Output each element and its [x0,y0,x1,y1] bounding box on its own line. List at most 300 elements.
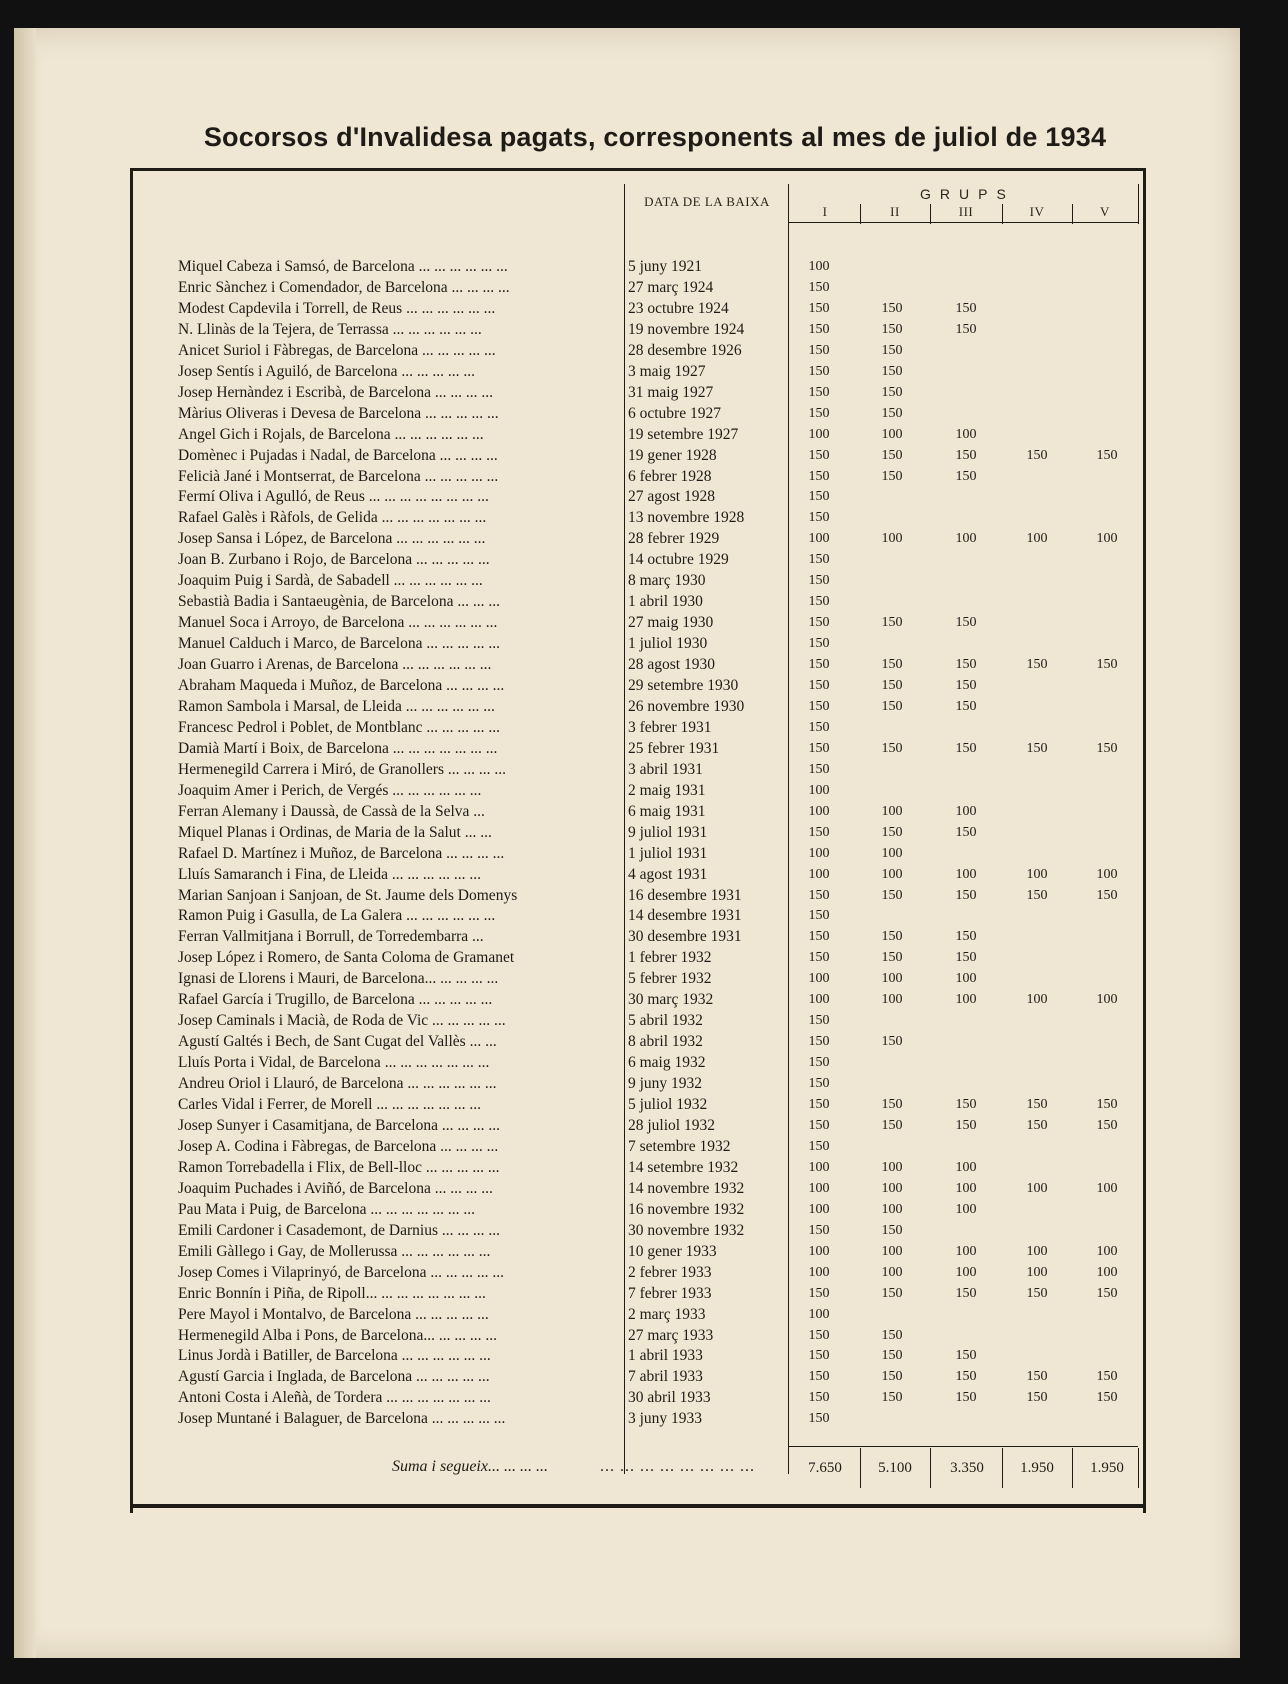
column-divider-right [1138,184,1139,224]
table-row [0,1157,1288,1178]
table-row [0,843,1288,864]
group-1-amount: 150 [808,321,830,337]
beneficiary-name: Màrius Oliveras i Devesa de Barcelona ... ... ... ... ... [178,404,499,422]
leave-date: 30 novembre 1932 [628,1221,745,1239]
total-overline [788,1446,1138,1447]
group-3-amount: 150 [955,678,977,693]
group-5-amount: 100 [1096,1180,1118,1196]
table-row [0,256,1288,277]
leave-date: 28 agost 1930 [628,656,715,673]
group-3-amount: 100 [955,1243,977,1259]
table-row [0,759,1288,780]
sum-label: Suma i segueix... ... ... ... [392,1458,548,1475]
group-3-amount: 100 [955,803,977,819]
leave-date: 3 maig 1927 [628,362,706,380]
beneficiary-name: Josep Sentís i Aguiló, de Barcelona ... ... ... ... ... [178,362,476,380]
table-row [0,340,1288,361]
group-header-1: I [822,204,828,219]
total-group-5: 1.950 [1090,1460,1124,1476]
leave-date: 5 juliol 1932 [628,1096,708,1113]
table-row [0,780,1288,801]
beneficiary-name: Ramon Sambola i Marsal, de Lleida ... ... ... ... ... ... [178,698,495,715]
beneficiary-name: Ramon Puig i Gasulla, de La Galera ... ... ... ... ... ... [178,907,496,925]
group-1-amount: 150 [808,342,830,358]
leave-date: 6 octubre 1927 [628,404,721,422]
leave-date: 23 octubre 1924 [628,299,729,317]
leave-date: 1 abril 1933 [628,1347,703,1365]
group-2-amount: 150 [881,740,903,756]
table-row [0,570,1288,591]
group-5-amount: 150 [1096,887,1118,903]
group-1-amount: 150 [808,699,830,714]
leave-date: 28 febrer 1929 [628,530,720,548]
table-row [0,1178,1288,1199]
leave-date: 9 juny 1932 [628,1075,703,1092]
beneficiary-name: Modest Capdevila i Torrell, de Reus ... ... ... ... ... ... [178,299,496,317]
table-row [0,801,1288,822]
group-1-amount: 150 [808,279,830,295]
leave-date: 25 febrer 1931 [628,739,720,757]
leave-date: 14 setembre 1932 [628,1158,739,1176]
leave-date: 7 febrer 1933 [628,1284,712,1302]
group-2-amount: 150 [881,615,903,631]
group-1-amount: 150 [808,510,830,526]
leave-date: 31 maig 1927 [628,383,714,401]
table-row [0,591,1288,612]
leave-date: 28 juliol 1932 [628,1116,715,1134]
group-1-amount: 150 [808,384,830,400]
group-3-amount: 150 [955,1348,977,1364]
group-1-amount: 100 [808,992,830,1008]
group-1-amount: 150 [808,1327,830,1343]
leave-date: 2 febrer 1933 [628,1263,712,1281]
table-row [0,1241,1288,1262]
group-4-amount: 150 [1026,1097,1048,1112]
group-1-amount: 150 [808,1348,830,1364]
group-1-amount: 100 [808,531,830,547]
beneficiary-name: Miquel Cabeza i Samsó, de Barcelona ... ... ... ... ... ... [178,258,508,275]
group-1-amount: 150 [808,719,830,735]
table-row [0,1366,1288,1387]
beneficiary-name: Domènec i Pujadas i Nadal, de Barcelona ... ... ... ... [178,446,498,464]
leave-date: 14 octubre 1929 [628,551,729,569]
table-row [0,1408,1288,1429]
beneficiary-name: Damià Martí i Boix, de Barcelona ... ... ... ... ... ... ... [178,739,498,757]
group-4-amount: 100 [1026,1264,1048,1280]
total-group-4: 1.950 [1020,1460,1054,1476]
group-1-amount: 150 [808,1390,830,1406]
beneficiary-name: Hermenegild Carrera i Miró, de Granollers ... ... ... ... [178,760,506,778]
leave-date: 4 agost 1931 [628,865,708,883]
beneficiary-name: Sebastià Badia i Santaeugènia, de Barcelona ... ... ... [178,593,500,611]
table-row [0,947,1288,968]
table-row [0,445,1288,466]
group-1-amount: 150 [808,950,830,966]
group-3-amount: 100 [955,1180,977,1196]
group-2-amount: 100 [881,1243,903,1259]
group-1-amount: 100 [808,1180,830,1196]
leave-date: 5 febrer 1932 [628,970,712,988]
beneficiary-name: Miquel Planas i Ordinas, de Maria de la Salut ... ... [178,823,492,841]
group-2-amount: 100 [881,866,903,882]
group-3-amount: 100 [955,426,977,442]
beneficiary-name: Lluís Samaranch i Fina, de Lleida ... ... ... ... ... ... [178,865,482,883]
group-1-amount: 100 [808,1159,830,1175]
table-row [0,1387,1288,1408]
group-4-amount: 150 [1026,887,1048,903]
group-1-amount: 100 [808,1264,830,1280]
leave-date: 1 febrer 1932 [628,949,712,967]
group-4-amount: 150 [1026,1117,1048,1133]
group-2-amount: 150 [881,824,903,840]
group-1-amount: 100 [808,782,830,798]
leave-date: 13 novembre 1928 [628,509,745,527]
group-1-amount: 150 [808,678,830,693]
leave-date: 3 febrer 1931 [628,718,712,736]
leave-date: 27 març 1933 [628,1326,714,1344]
group-1-amount: 100 [808,803,830,819]
leave-date: 5 juny 1921 [628,258,703,275]
group-1-amount: 150 [808,1013,830,1029]
table-row [0,1199,1288,1220]
table-row [0,696,1288,717]
table-row [0,1325,1288,1346]
total-group-3: 3.350 [950,1460,984,1476]
leave-date: 26 novembre 1930 [628,698,745,715]
leave-date: 1 juliol 1930 [628,635,708,653]
group-1-amount: 100 [808,971,830,987]
leave-date: 6 maig 1932 [628,1054,706,1072]
group-1-amount: 150 [808,657,830,672]
group-2-amount: 150 [881,887,903,903]
beneficiary-name: Manuel Soca i Arroyo, de Barcelona ... ... ... ... ... ... [178,614,498,632]
beneficiary-name: Carles Vidal i Ferrer, de Morell ... ... ... ... ... ... ... [178,1096,481,1113]
table-row [0,1031,1288,1052]
beneficiary-name: Emili Cardoner i Casademont, de Darnius ... ... ... ... [178,1221,500,1239]
leave-date: 19 gener 1928 [628,446,717,464]
group-1-amount: 150 [808,1411,830,1427]
beneficiary-name: Marian Sanjoan i Sanjoan, de St. Jaume dels Domenys [178,886,518,904]
beneficiary-name: Ferran Alemany i Daussà, de Cassà de la Selva ... [178,802,485,820]
table-row [0,1115,1288,1136]
leave-date: 1 abril 1930 [628,593,703,611]
table-row [0,926,1288,947]
group-2-amount: 150 [881,447,903,463]
group-1-amount: 150 [808,300,830,316]
group-1-amount: 150 [808,489,830,505]
group-1-amount: 150 [808,908,830,924]
group-2-amount: 150 [881,342,903,358]
group-1-amount: 150 [808,552,830,568]
group-3-amount: 150 [955,468,977,484]
group-2-amount: 150 [881,1222,903,1238]
beneficiary-name: Joaquim Puig i Sardà, de Sabadell ... ... ... ... ... ... [178,572,483,590]
beneficiary-name: Angel Gich i Rojals, de Barcelona ... ... ... ... ... ... [178,425,484,443]
table-row [0,885,1288,906]
group-header-3: III [958,204,974,219]
leave-date: 1 juliol 1931 [628,844,708,862]
total-group-2: 5.100 [878,1460,912,1476]
table-row [0,1094,1288,1115]
beneficiary-name: Pere Mayol i Montalvo, de Barcelona ... ... ... ... ... [178,1305,489,1323]
table-row [0,466,1288,487]
total-divider-g2 [930,1448,931,1488]
group-2-amount: 100 [881,1201,903,1217]
table-row [0,528,1288,549]
group-3-amount: 100 [955,1159,977,1175]
group-5-amount: 150 [1096,1117,1118,1133]
beneficiary-name: Josep Sansa i López, de Barcelona ... ... ... ... ... ... [178,530,486,548]
group-3-amount: 150 [955,1117,977,1133]
group-2-amount: 150 [881,1369,903,1385]
group-1-amount: 150 [808,1055,830,1071]
leave-date: 3 juny 1933 [628,1410,703,1428]
table-row [0,1262,1288,1283]
group-4-amount: 150 [1026,1285,1048,1301]
group-1-amount: 100 [808,1243,830,1259]
beneficiary-name: Abraham Maqueda i Muñoz, de Barcelona ... ... ... ... [178,677,505,694]
group-3-amount: 150 [955,950,977,966]
group-2-amount: 150 [881,678,903,693]
group-4-amount: 150 [1026,1369,1048,1385]
group-4-amount: 100 [1026,866,1048,882]
group-4-amount: 150 [1026,657,1048,672]
table-row [0,989,1288,1010]
leave-date: 28 desembre 1926 [628,341,742,359]
group-1-amount: 150 [808,363,830,379]
group-1-amount: 100 [808,1201,830,1217]
total-group-1: 7.650 [808,1460,842,1476]
beneficiary-name: Linus Jordà i Batiller, de Barcelona ... ... ... ... ... ... [178,1347,491,1365]
table-row [0,1345,1288,1366]
group-3-amount: 150 [955,657,977,672]
beneficiary-name: Joan Guarro i Arenas, de Barcelona ... ... ... ... ... ... [178,656,492,673]
leave-date: 29 setembre 1930 [628,677,739,694]
group-header-4: IV [1029,204,1045,219]
group-3-amount: 150 [955,321,977,337]
leave-date: 7 abril 1933 [628,1368,703,1386]
table-row [0,1052,1288,1073]
table-row [0,549,1288,570]
group-5-amount: 100 [1096,531,1118,547]
group-1-amount: 100 [808,1306,830,1322]
leave-date: 7 setembre 1932 [628,1137,731,1155]
leave-date: 3 abril 1931 [628,760,703,778]
table-row [0,277,1288,298]
table-row [0,382,1288,403]
table-row [0,738,1288,759]
beneficiary-name: Fermí Oliva i Agulló, de Reus ... ... ... ... ... ... ... ... [178,488,489,506]
group-1-amount: 150 [808,1138,830,1154]
beneficiary-name: Josep Comes i Vilaprinyó, de Barcelona ... ... ... ... ... [178,1263,504,1281]
group-2-amount: 150 [881,300,903,316]
table-row [0,633,1288,654]
leave-date: 19 novembre 1924 [628,320,745,338]
table-row [0,507,1288,528]
beneficiary-name: Antoni Costa i Aleñà, de Tordera ... ... ... ... ... ... ... [178,1389,491,1407]
group-2-amount: 150 [881,929,903,945]
group-1-amount: 150 [808,405,830,421]
group-5-amount: 150 [1096,1390,1118,1406]
group-3-amount: 100 [955,866,977,882]
group-2-amount: 150 [881,384,903,400]
table-row [0,717,1288,738]
group-5-amount: 150 [1096,1285,1118,1301]
leave-date: 16 desembre 1931 [628,886,742,904]
header-underline [788,222,1138,223]
group-1-amount: 150 [808,824,830,840]
group-header-2: II [890,204,900,219]
group-1-amount: 150 [808,1285,830,1301]
group-3-amount: 150 [955,699,977,714]
table-row [0,1283,1288,1304]
leave-date: 8 abril 1932 [628,1033,703,1051]
group-5-amount: 100 [1096,866,1118,882]
group-3-amount: 150 [955,1097,977,1112]
group-2-amount: 150 [881,1097,903,1112]
table-row [0,968,1288,989]
group-3-amount: 150 [955,740,977,756]
beneficiary-name: Rafael D. Martínez i Muñoz, de Barcelona ... ... ... ... [178,844,505,862]
group-4-amount: 100 [1026,1180,1048,1196]
group-2-amount: 100 [881,426,903,442]
group-5-amount: 150 [1096,1369,1118,1385]
group-2-amount: 150 [881,405,903,421]
date-column-header: DATA DE LA BAIXA [644,194,770,209]
table-row [0,1136,1288,1157]
group-1-amount: 150 [808,1117,830,1133]
group-2-amount: 150 [881,1117,903,1133]
group-2-amount: 150 [881,950,903,966]
beneficiary-name: Joaquim Amer i Perich, de Vergés ... ... ... ... ... ... [178,781,482,799]
group-2-amount: 100 [881,1180,903,1196]
beneficiary-name: N. Llinàs de la Tejera, de Terrassa ... ... ... ... ... ... [178,320,482,338]
leave-date: 30 març 1932 [628,991,714,1009]
group-1-amount: 150 [808,761,830,777]
group-2-amount: 150 [881,657,903,672]
leave-date: 30 desembre 1931 [628,928,742,946]
leave-date: 6 febrer 1928 [628,467,712,485]
groups-header: GRUPS [920,186,1015,202]
group-3-amount: 100 [955,992,977,1008]
beneficiary-name: Agustí Garcia i Inglada, de Barcelona ... ... ... ... ... [178,1368,490,1386]
beneficiary-name: Ignasi de Llorens i Mauri, de Barcelona... ... ... ... ... [178,970,499,988]
group-2-amount: 100 [881,1159,903,1175]
beneficiary-name: Josep Muntané i Balaguer, de Barcelona ... ... ... ... ... [178,1410,506,1428]
sum-leader-dots: ... ... ... ... ... ... ... ... [600,1458,755,1475]
group-2-amount: 150 [881,321,903,337]
group-3-amount: 100 [955,1201,977,1217]
group-3-amount: 150 [955,615,977,631]
leave-date: 9 juliol 1931 [628,823,708,841]
beneficiary-name: Lluís Porta i Vidal, de Barcelona ... ... ... ... ... ... ... [178,1054,490,1072]
group-1-amount: 100 [808,259,830,274]
group-1-amount: 150 [808,1222,830,1238]
group-3-amount: 150 [955,929,977,945]
leave-date: 8 març 1930 [628,572,706,590]
group-3-amount: 100 [955,531,977,547]
beneficiary-name: Josep A. Codina i Fàbregas, de Barcelona ... ... ... ... [178,1137,499,1155]
group-3-amount: 100 [955,1264,977,1280]
leave-date: 19 setembre 1927 [628,425,739,443]
group-3-amount: 150 [955,300,977,316]
leave-date: 14 novembre 1932 [628,1179,745,1197]
group-5-amount: 100 [1096,1264,1118,1280]
group-5-amount: 150 [1096,447,1118,463]
leave-date: 30 abril 1933 [628,1389,711,1407]
group-5-amount: 150 [1096,657,1118,672]
beneficiary-name: Josep Hernàndez i Escribà, de Barcelona ... ... ... ... [178,383,494,401]
table-row [0,1220,1288,1241]
beneficiary-name: Ferran Vallmitjana i Borrull, de Torredembarra ... [178,928,484,946]
leave-date: 2 maig 1931 [628,781,706,799]
group-3-amount: 150 [955,824,977,840]
group-1-amount: 150 [808,1369,830,1385]
group-2-amount: 150 [881,1348,903,1364]
table-row [0,319,1288,340]
group-2-amount: 150 [881,1390,903,1406]
table-row [0,864,1288,885]
leave-date: 2 març 1933 [628,1305,706,1323]
group-4-amount: 100 [1026,992,1048,1008]
group-3-amount: 150 [955,1285,977,1301]
group-2-amount: 150 [881,699,903,714]
beneficiary-name: Enric Sànchez i Comendador, de Barcelona ... ... ... ... [178,278,510,296]
beneficiary-name: Hermenegild Alba i Pons, de Barcelona... ... ... ... ... [178,1326,497,1344]
group-1-amount: 150 [808,573,830,589]
group-2-amount: 100 [881,1264,903,1280]
table-row [0,298,1288,319]
group-4-amount: 150 [1026,447,1048,463]
table-row [0,612,1288,633]
group-5-amount: 100 [1096,1243,1118,1259]
beneficiary-name: Josep López i Romero, de Santa Coloma de Gramanet [178,949,515,967]
group-2-amount: 100 [881,803,903,819]
table-bottom-rule [130,1504,1146,1508]
beneficiary-name: Enric Bonnín i Piña, de Ripoll... ... ... ... ... ... ... ... [178,1284,486,1302]
group-4-amount: 100 [1026,1243,1048,1259]
leave-date: 5 abril 1932 [628,1012,703,1030]
table-row [0,1304,1288,1325]
group-1-amount: 150 [808,740,830,756]
beneficiary-name: Ramon Torrebadella i Flix, de Bell-lloc ... ... ... ... ... [178,1158,500,1176]
leave-date: 27 agost 1928 [628,488,715,506]
group-3-amount: 100 [955,971,977,987]
beneficiary-name: Josep Sunyer i Casamitjana, de Barcelona ... ... ... ... [178,1116,500,1134]
beneficiary-name: Felicià Jané i Montserrat, de Barcelona ... ... ... ... ... [178,467,499,485]
beneficiary-name: Francesc Pedrol i Poblet, de Montblanc ... ... ... ... ... [178,718,501,736]
group-1-amount: 150 [808,1097,830,1112]
table-row [0,1073,1288,1094]
group-1-amount: 150 [808,594,830,610]
group-2-amount: 150 [881,468,903,484]
table-row [0,905,1288,926]
group-4-amount: 150 [1026,1390,1048,1406]
group-3-amount: 150 [955,887,977,903]
leave-date: 10 gener 1933 [628,1242,717,1260]
group-1-amount: 150 [808,447,830,463]
beneficiary-name: Joaquim Puchades i Aviñó, de Barcelona ... ... ... ... [178,1179,493,1197]
group-1-amount: 100 [808,866,830,882]
beneficiary-name: Anicet Suriol i Fàbregas, de Barcelona ... ... ... ... ... [178,341,496,359]
table-row [0,361,1288,382]
table-row [0,822,1288,843]
leave-date: 6 maig 1931 [628,802,706,820]
group-5-amount: 150 [1096,740,1118,756]
beneficiary-name: Pau Mata i Puig, de Barcelona ... ... ... ... ... ... ... [178,1200,476,1218]
group-2-amount: 100 [881,845,903,861]
group-2-amount: 100 [881,971,903,987]
